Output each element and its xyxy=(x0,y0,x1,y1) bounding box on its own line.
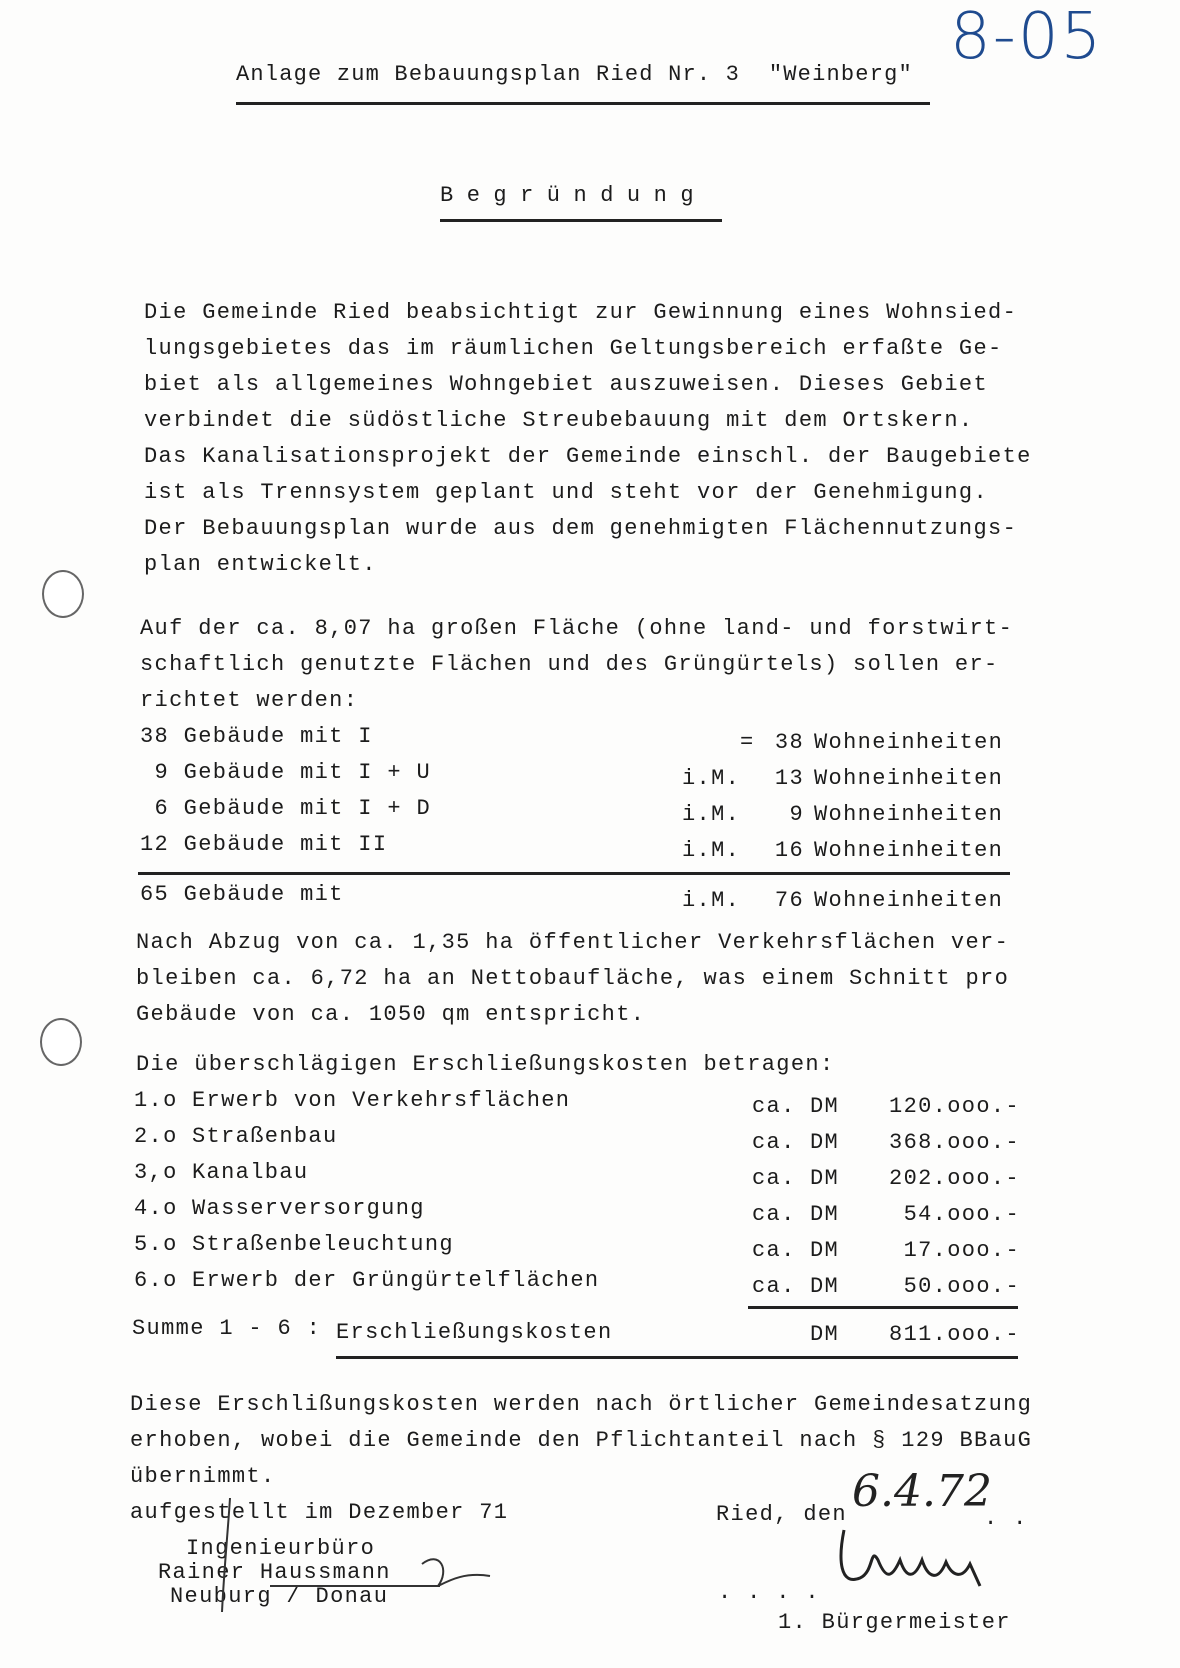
cost-label: Erwerb von Verkehrsflächen xyxy=(192,1088,571,1113)
punch-hole-lower xyxy=(40,1018,82,1066)
text-line: ist als Trennsystem geplant und steht vor der Genehmigung. xyxy=(144,480,989,505)
building-unit: Wohneinheiten xyxy=(814,766,1004,791)
sum-top-rule xyxy=(748,1306,1018,1309)
signer-title: 1. Bürgermeister xyxy=(778,1610,1011,1635)
cost-number: 4.o xyxy=(134,1196,178,1221)
attachment-header: Anlage zum Bebauungsplan Ried Nr. 3 "Weinberg" xyxy=(236,62,913,87)
building-total-label: 65 Gebäude mit xyxy=(140,882,344,907)
title-underline xyxy=(440,219,722,222)
text-line: plan entwickelt. xyxy=(144,552,377,577)
cost-amount: 17.ooo.- xyxy=(903,1238,1020,1263)
building-unit: Wohneinheiten xyxy=(814,838,1004,863)
approval-date: 6.4.72 xyxy=(852,1466,992,1517)
text-line: verbindet die südöstliche Streubebauung mit dem Ortskern. xyxy=(144,408,974,433)
mayor-signature xyxy=(830,1520,1030,1600)
cost-number: 1.o xyxy=(134,1088,178,1113)
cost-amount: 202.ooo.- xyxy=(889,1166,1020,1191)
text-line: richtet werden: xyxy=(140,688,359,713)
text-line: übernimmt. xyxy=(130,1464,276,1489)
cost-label: Kanalbau xyxy=(192,1160,309,1185)
building-unit: Wohneinheiten xyxy=(814,730,1004,755)
text-line: Der Bebauungsplan wurde aus dem genehmigten Flächennutzungs- xyxy=(144,516,1018,541)
buildings-total-rule xyxy=(138,872,1010,875)
cost-currency: DM xyxy=(810,1202,840,1227)
building-label: 9 Gebäude mit I + U xyxy=(140,760,432,785)
building-unit: Wohneinheiten xyxy=(814,802,1004,827)
cost-ca: ca. xyxy=(752,1274,796,1299)
cost-currency: DM xyxy=(810,1094,840,1119)
text-line: Das Kanalisationsprojekt der Gemeinde einschl. der Baugebiete xyxy=(144,444,1032,469)
text-line: erhoben, wobei die Gemeinde den Pflichtanteil nach § 129 BBauG xyxy=(130,1428,1033,1453)
building-label: 12 Gebäude mit II xyxy=(140,832,388,857)
signer-dots: . . . . xyxy=(718,1580,820,1605)
cost-label: Straßenbeleuchtung xyxy=(192,1232,454,1257)
text-line: lungsgebietes das im räumlichen Geltungsbereich erfaßte Ge- xyxy=(144,336,1003,361)
building-total-count: 76 xyxy=(774,888,804,913)
office-location: Neuburg / Donau xyxy=(170,1584,389,1609)
cost-sum-currency: DM xyxy=(810,1322,840,1347)
cost-amount: 368.ooo.- xyxy=(889,1130,1020,1155)
building-prefix: = xyxy=(740,730,755,755)
cost-amount: 54.ooo.- xyxy=(903,1202,1020,1227)
building-total-unit: Wohneinheiten xyxy=(814,888,1004,913)
building-count: 38 xyxy=(774,730,804,755)
handwritten-reference-number: 8-05 xyxy=(950,0,1104,74)
office-signature-mark xyxy=(200,1490,500,1620)
cost-ca: ca. xyxy=(752,1202,796,1227)
date-dots: . . xyxy=(984,1506,1028,1531)
place-label: Ried, den xyxy=(716,1502,847,1527)
cost-amount: 50.ooo.- xyxy=(903,1274,1020,1299)
cost-label: Straßenbau xyxy=(192,1124,338,1149)
header-underline xyxy=(236,102,930,105)
text-line: Gebäude von ca. 1050 qm entspricht. xyxy=(136,1002,646,1027)
cost-number: 2.o xyxy=(134,1124,178,1149)
cost-number: 6.o xyxy=(134,1268,178,1293)
building-prefix: i.M. xyxy=(682,766,741,791)
cost-number: 3,o xyxy=(134,1160,178,1185)
text-line: Diese Erschlißungskosten werden nach örtlicher Gemeindesatzung xyxy=(130,1392,1033,1417)
cost-ca: ca. xyxy=(752,1094,796,1119)
building-total-prefix: i.M. xyxy=(682,888,741,913)
text-line: schaftlich genutzte Flächen und des Grüngürtels) sollen er- xyxy=(140,652,999,677)
costs-intro: Die überschlägigen Erschließungskosten betragen: xyxy=(136,1052,835,1077)
cost-currency: DM xyxy=(810,1130,840,1155)
cost-sum-amount: 811.ooo.- xyxy=(889,1322,1020,1347)
cost-currency: DM xyxy=(810,1166,840,1191)
building-prefix: i.M. xyxy=(682,838,741,863)
building-prefix: i.M. xyxy=(682,802,741,827)
text-line: bleiben ca. 6,72 ha an Nettobaufläche, was einem Schnitt pro xyxy=(136,966,1010,991)
office-person: Rainer Haussmann xyxy=(158,1560,391,1585)
prepared-date: aufgestellt im Dezember 71 xyxy=(130,1500,509,1525)
building-count: 9 xyxy=(789,802,804,827)
cost-sum-label: Erschließungskosten xyxy=(336,1320,613,1345)
sum-bottom-rule xyxy=(336,1356,1018,1359)
cost-sum-prefix: Summe 1 - 6 : xyxy=(132,1316,322,1341)
building-count: 16 xyxy=(774,838,804,863)
building-label: 6 Gebäude mit I + D xyxy=(140,796,432,821)
text-line: Nach Abzug von ca. 1,35 ha öffentlicher Verkehrsflächen ver- xyxy=(136,930,1010,955)
office-name: Ingenieurbüro xyxy=(186,1536,376,1561)
building-count: 13 xyxy=(774,766,804,791)
building-label: 38 Gebäude mit I xyxy=(140,724,373,749)
cost-number: 5.o xyxy=(134,1232,178,1257)
punch-hole-upper xyxy=(42,570,84,618)
cost-ca: ca. xyxy=(752,1166,796,1191)
cost-amount: 120.ooo.- xyxy=(889,1094,1020,1119)
cost-ca: ca. xyxy=(752,1130,796,1155)
cost-label: Wasserversorgung xyxy=(192,1196,425,1221)
document-title: Begründung xyxy=(440,183,708,208)
text-line: Die Gemeinde Ried beabsichtigt zur Gewinnung eines Wohnsied- xyxy=(144,300,1018,325)
cost-label: Erwerb der Grüngürtelflächen xyxy=(192,1268,600,1293)
cost-ca: ca. xyxy=(752,1238,796,1263)
cost-currency: DM xyxy=(810,1274,840,1299)
cost-currency: DM xyxy=(810,1238,840,1263)
text-line: biet als allgemeines Wohngebiet auszuweisen. Dieses Gebiet xyxy=(144,372,989,397)
text-line: Auf der ca. 8,07 ha großen Fläche (ohne land- und forstwirt- xyxy=(140,616,1014,641)
